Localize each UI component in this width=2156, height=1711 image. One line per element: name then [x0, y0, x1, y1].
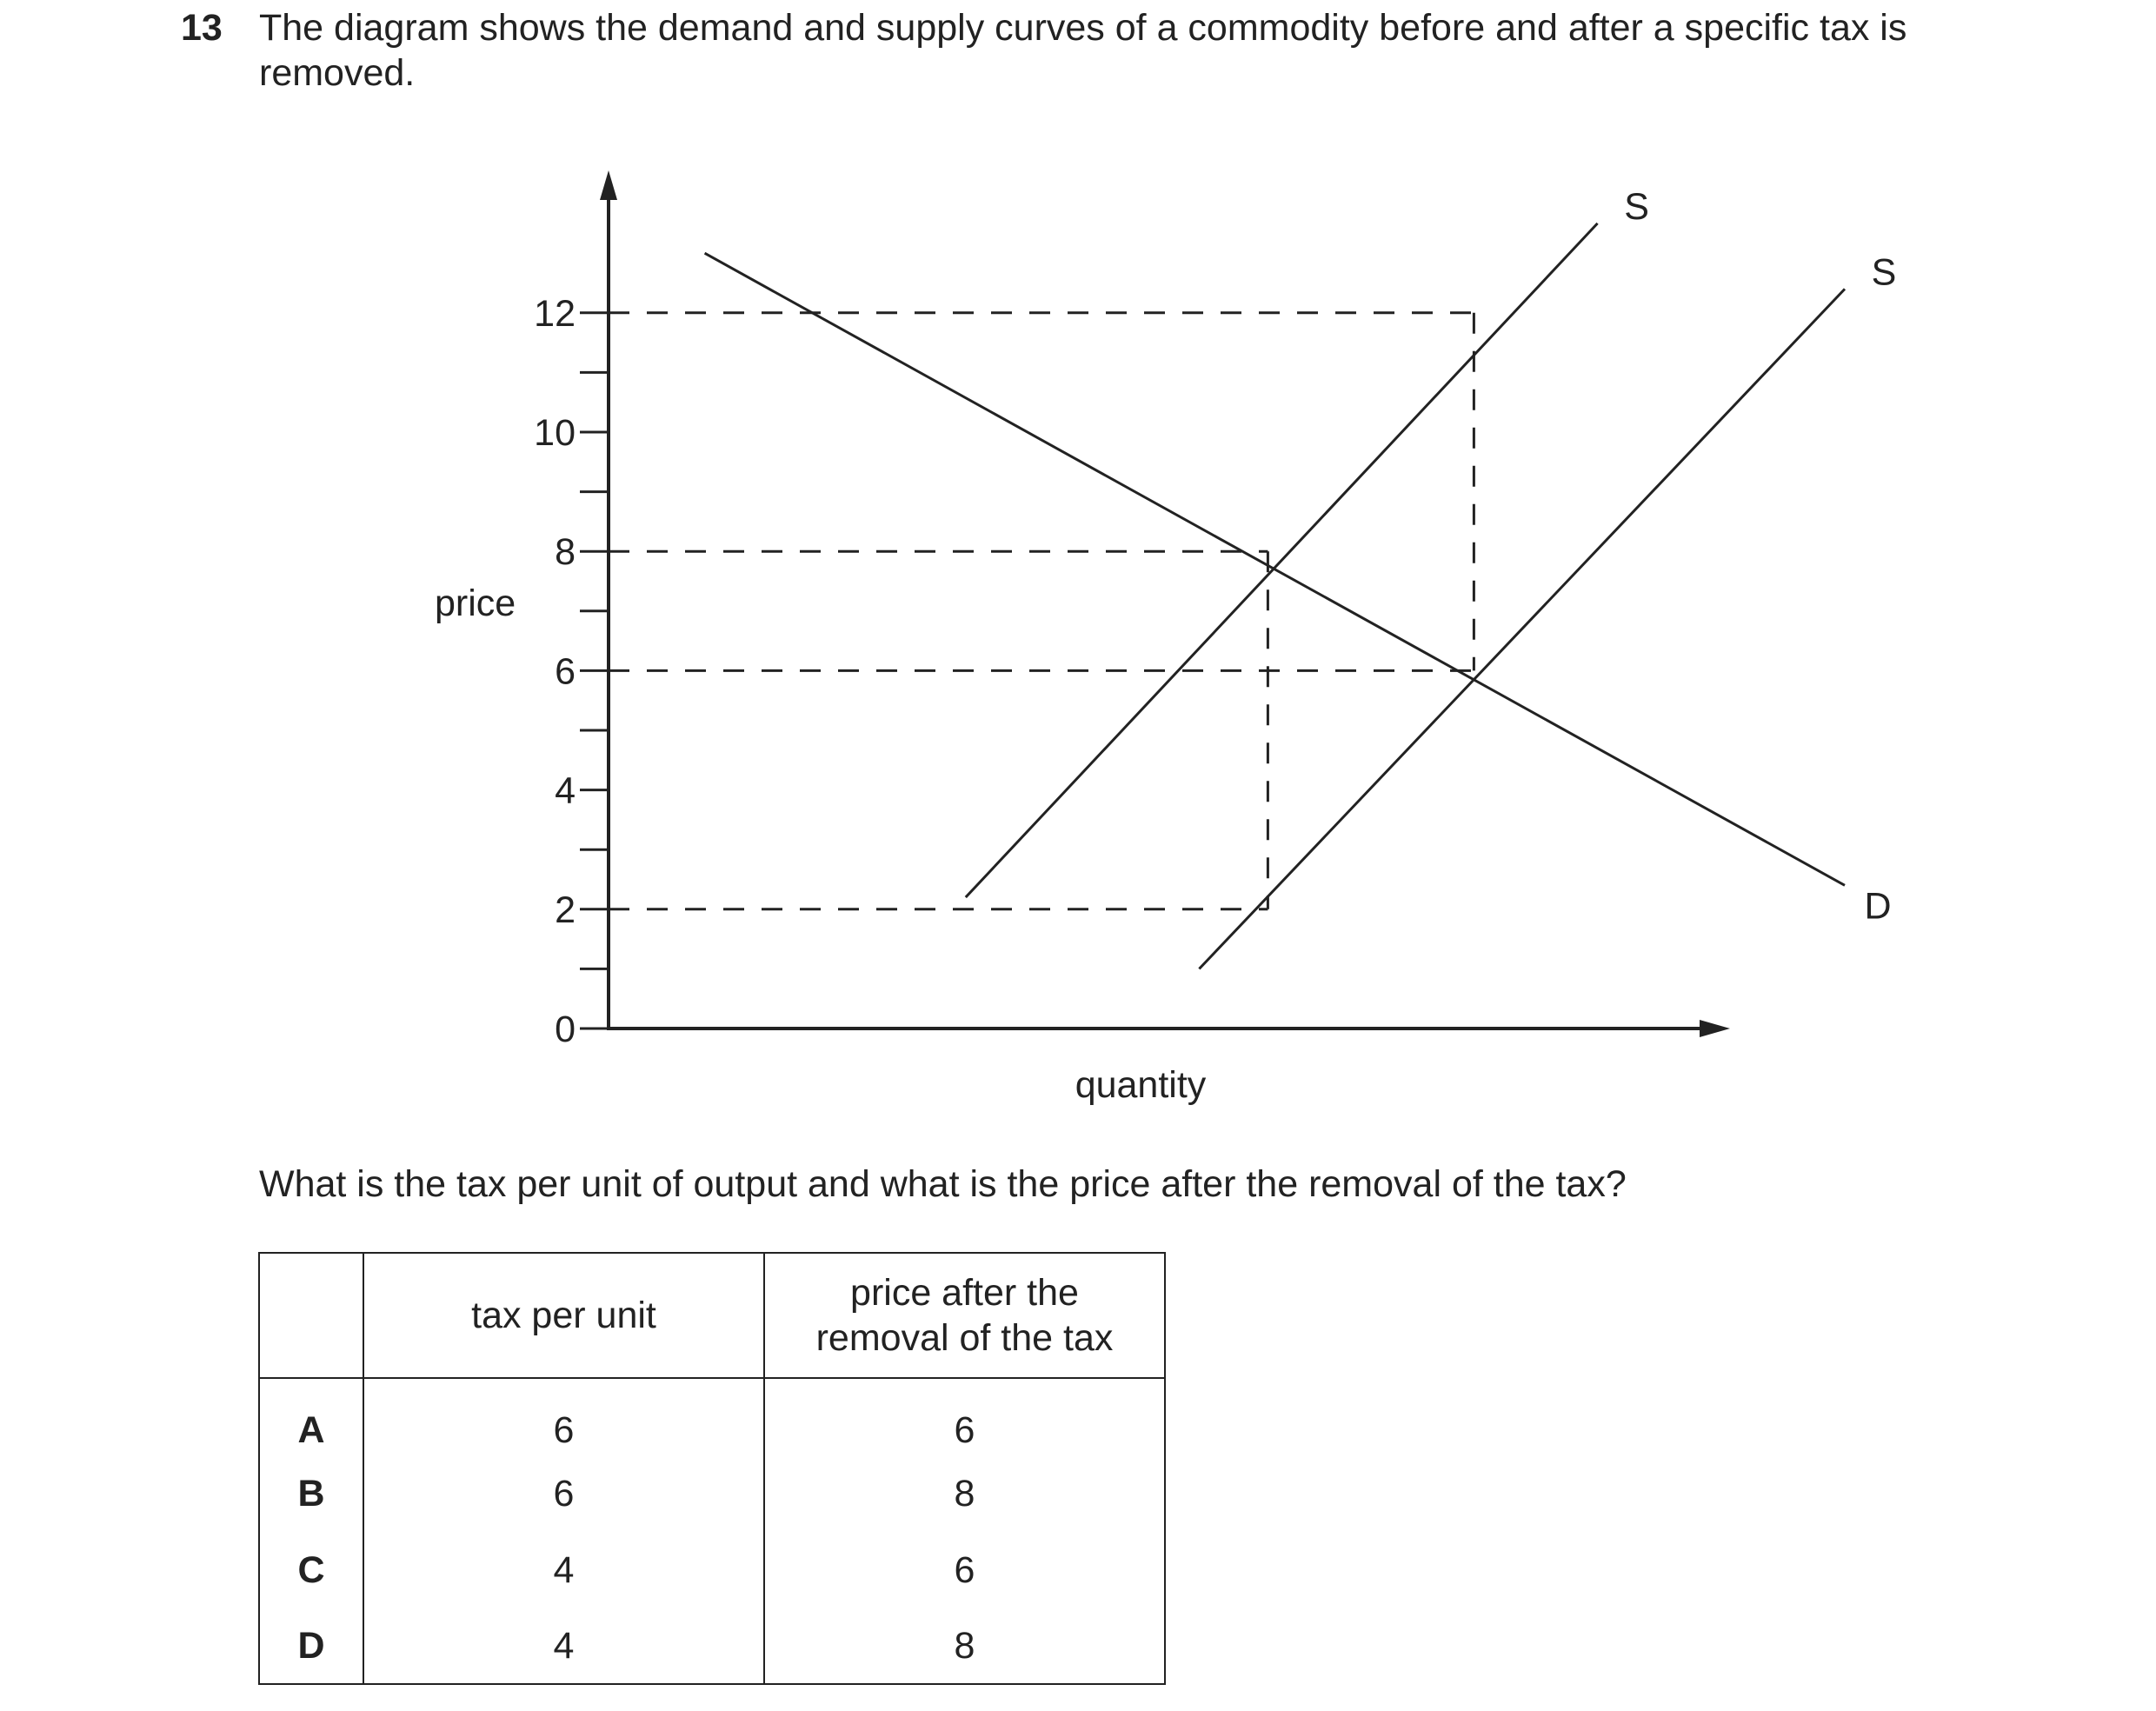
table-row[interactable] — [259, 1608, 1165, 1684]
option-price: 8 — [764, 1455, 1165, 1532]
y-axis-label: price — [435, 583, 516, 624]
option-letter[interactable]: A — [259, 1378, 363, 1455]
option-tax: 4 — [363, 1608, 764, 1684]
option-tax: 6 — [363, 1378, 764, 1455]
option-tax: 4 — [363, 1532, 764, 1608]
header-tax-per-unit: tax per unit — [363, 1253, 764, 1378]
x-axis-label: quantity — [1075, 1064, 1207, 1106]
header-price-after-text: price after the removal of the tax — [815, 1272, 1114, 1359]
question-number: 13 — [181, 7, 223, 49]
x-axis — [607, 1020, 1730, 1037]
option-price: 6 — [764, 1378, 1165, 1455]
question-text: The diagram shows the demand and supply curves of a commodity before and after a specific tax is removed. — [259, 7, 1907, 94]
y-tick-label: 6 — [555, 650, 576, 693]
question-prompt: What is the tax per unit of output and what is the price after the removal of the tax? — [259, 1163, 1627, 1205]
answer-options-table — [258, 1252, 1166, 1685]
option-letter[interactable]: B — [259, 1455, 363, 1532]
y-tick-label: 10 — [534, 412, 576, 454]
option-price: 8 — [764, 1608, 1165, 1684]
y-tick-label: 2 — [555, 889, 576, 931]
option-tax: 6 — [363, 1455, 764, 1532]
supply-curve-1 — [966, 223, 1598, 897]
demand-label: D — [1864, 885, 1892, 928]
table-header-row — [259, 1253, 1165, 1378]
y-tick-label: 12 — [534, 292, 576, 335]
header-letter — [259, 1253, 363, 1378]
table-row[interactable] — [259, 1532, 1165, 1608]
demand-curve — [705, 253, 1845, 885]
y-tick-label: 0 — [555, 1009, 576, 1050]
y-axis — [600, 170, 617, 1029]
y-tick-label: 8 — [555, 531, 576, 574]
supply-label: S — [1624, 185, 1649, 228]
supply-label: S — [1871, 251, 1897, 294]
supply-curve-2 — [1199, 289, 1845, 969]
option-price: 6 — [764, 1532, 1165, 1608]
table-row[interactable] — [259, 1378, 1165, 1455]
y-tick-label: 4 — [555, 769, 576, 812]
option-letter[interactable]: C — [259, 1532, 363, 1608]
header-price-after — [764, 1253, 1165, 1378]
table-row[interactable] — [259, 1455, 1165, 1532]
option-letter[interactable]: D — [259, 1608, 363, 1684]
